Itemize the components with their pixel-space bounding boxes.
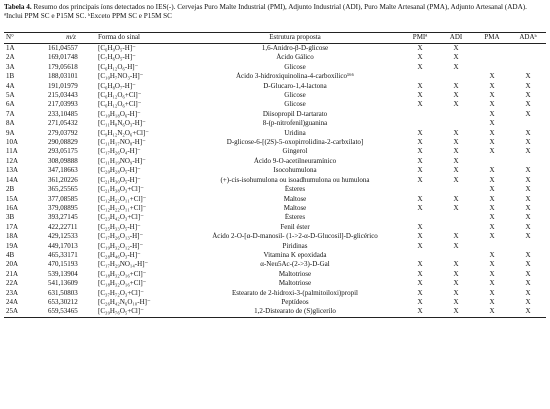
cell-pmi: X — [417, 269, 423, 278]
cell-form: [C₁₇H₂₉NO₁₄-H]⁻ — [98, 260, 149, 269]
cell-pma: X — [489, 72, 495, 81]
header-adi: ADI — [438, 33, 474, 44]
cell-structure: Ácido 2-O-[α-D-manosil- (1->2-α-D-Glucosil]-D-glicérico — [212, 232, 378, 241]
cell-mz: 465,33171 — [48, 250, 78, 259]
cell-no: 18A — [6, 232, 19, 241]
cell-no: 12A — [6, 156, 19, 165]
cell-ada: X — [525, 203, 531, 212]
cell-form: [C₃₉H₇₆O₅+Cl]⁻ — [96, 307, 188, 317]
cell-structure: Glicose — [284, 62, 306, 71]
cell-adi — [438, 185, 474, 194]
cell-pmi: X — [417, 166, 423, 175]
cell-form: [C₁₇H₂₆O₄-H]⁻ — [98, 147, 141, 156]
cell-no: 8A — [6, 119, 15, 128]
cell-structure: 1,6-Anidro-β-D-glicose — [261, 44, 329, 52]
cell-pma: X — [474, 307, 510, 317]
cell-structure: Peptídeos — [281, 297, 309, 306]
cell-mz: 429,12533 — [48, 232, 78, 241]
cell-ada: X — [525, 166, 531, 175]
table-row — [4, 223, 546, 232]
cell-ada — [510, 242, 546, 251]
cell-form: [C₁₈H₃₂O₁₆+Cl]⁻ — [98, 269, 147, 278]
cell-form: [C₁₀H₇NO₃-H]⁻ — [98, 72, 144, 81]
cell-adi: X — [453, 232, 459, 241]
cell-mz: 449,17013 — [48, 241, 78, 250]
cell-form: [C₂₈H₄₆O₃-H]⁻ — [98, 250, 141, 259]
cell-form: [C₆H₈O₇-H]⁻ — [98, 81, 136, 90]
cell-pmi: X — [417, 241, 423, 250]
cell-pma: X — [489, 232, 495, 241]
table-row — [4, 307, 546, 317]
cell-ada: X — [525, 288, 531, 297]
cell-structure: Diisopropil D-tartarato — [262, 109, 328, 118]
cell-no: 13A — [6, 166, 19, 175]
cell-adi: X — [453, 269, 459, 278]
cell-mz: 470,15193 — [48, 260, 78, 269]
cell-mz: 271,05432 — [48, 119, 78, 128]
cell-structure: Maltotriose — [278, 279, 312, 288]
table-row — [4, 195, 546, 204]
cell-ada: X — [525, 109, 531, 118]
cell-adi — [438, 72, 474, 81]
header-pmi: PMIª — [402, 33, 438, 44]
cell-pmi: X — [417, 138, 423, 147]
cell-form: [C₂₁H₃₈O₃+Cl]⁻ — [98, 185, 144, 194]
cell-pmi — [402, 110, 438, 119]
cell-ada: X — [525, 297, 531, 306]
header-form: Forma do sinal — [96, 33, 188, 44]
cell-mz: 233,10485 — [48, 109, 78, 118]
table-row — [4, 204, 546, 213]
cell-form: [C₉H₁₂N₂O₆+Cl]⁻ — [98, 128, 149, 137]
cell-pma: X — [489, 138, 495, 147]
table-row — [4, 242, 546, 251]
cell-pma — [474, 44, 510, 54]
cell-adi: X — [453, 53, 459, 62]
cell-pmi — [402, 251, 438, 260]
cell-mz: 308,09888 — [48, 156, 78, 165]
table-row — [4, 298, 546, 307]
cell-pmi: X — [417, 297, 423, 306]
cell-adi — [438, 110, 474, 119]
cell-mz: 361,20226 — [48, 175, 78, 184]
cell-mz: 365,25565 — [48, 185, 78, 194]
table-header-row — [4, 33, 546, 44]
cell-ada: X — [525, 100, 531, 109]
table-row — [4, 260, 546, 269]
cell-structure: Isocohumulona — [273, 166, 317, 175]
cell-ada: X — [525, 194, 531, 203]
cell-pmi: X — [417, 194, 423, 203]
cell-mz: 293,05175 — [48, 147, 78, 156]
cell-structure: Maltotriose — [278, 269, 312, 278]
cell-pmi: X — [417, 147, 423, 156]
cell-pma — [474, 157, 510, 166]
cell-structure: (+)-cis-isohumulona ou isoadhumulona ou humulona — [220, 175, 370, 184]
cell-pma: X — [489, 81, 495, 90]
cell-ada — [510, 44, 546, 54]
cell-structure: Estearato de 2-hidroxi-3-(palmitoiloxi)propil — [232, 288, 358, 297]
cell-pma: X — [489, 279, 495, 288]
cell-pma: X — [489, 147, 495, 156]
cell-form: [C₇H₆O₅-H]⁻ — [98, 53, 136, 62]
cell-mz: 188,03101 — [48, 72, 78, 81]
cell-form: [C₂₅H₃₃O₅-H]⁻ — [98, 222, 141, 231]
cell-pma: X — [489, 185, 495, 194]
cell-no: 22A — [6, 279, 19, 288]
table-row — [4, 147, 546, 156]
table-row — [4, 185, 546, 194]
cell-pma — [474, 63, 510, 72]
cell-ada — [510, 119, 546, 128]
cell-no: 16A — [6, 203, 19, 212]
cell-pma: X — [489, 260, 495, 269]
table-row — [4, 279, 546, 288]
cell-adi: X — [453, 297, 459, 306]
cell-structure: α-Neu5Ac-(2->3)-D-Gal — [260, 260, 330, 269]
table-row — [4, 138, 546, 147]
cell-ada — [510, 53, 546, 62]
cell-form: [C₂₃H₄₂O₃+Cl]⁻ — [98, 213, 144, 222]
table-row — [4, 289, 546, 298]
cell-structure: Ácido Gálico — [276, 53, 314, 62]
table-row — [4, 176, 546, 185]
cell-mz: 541,13609 — [48, 279, 78, 288]
cell-ada: X — [525, 175, 531, 184]
table-row — [4, 100, 546, 109]
cell-mz: 379,08895 — [48, 203, 78, 212]
table-row — [4, 63, 546, 72]
cell-pma: X — [489, 175, 495, 184]
cell-adi: X — [453, 62, 459, 71]
cell-pmi: X — [417, 288, 423, 297]
cell-pmi: X — [417, 81, 423, 90]
cell-mz: 290,08829 — [48, 138, 78, 147]
cell-form: [C₆H₁₂O₆+Cl]⁻ — [98, 100, 142, 109]
cell-pmi: X — [402, 307, 438, 317]
cell-ada: X — [525, 269, 531, 278]
cell-adi: X — [453, 194, 459, 203]
cell-ada: X — [525, 222, 531, 231]
cell-form: [C₂₀H₂₈O₅-H]⁻ — [98, 166, 141, 175]
ions-table — [4, 32, 546, 318]
cell-pmi — [402, 119, 438, 128]
cell-pma: X — [489, 213, 495, 222]
header-mz: m/z — [42, 33, 96, 44]
cell-structure: Piridinas — [282, 241, 308, 250]
cell-mz: 631,50803 — [48, 288, 78, 297]
cell-ada — [510, 157, 546, 166]
cell-mz: 659,53465 — [42, 307, 96, 317]
cell-form: [C₁₀H₁₈O₆-H]⁻ — [98, 109, 141, 118]
cell-pma: X — [489, 203, 495, 212]
cell-pma: X — [489, 222, 495, 231]
cell-no: 11A — [6, 147, 18, 156]
cell-structure: Maltose — [283, 203, 307, 212]
cell-ada: X — [525, 147, 531, 156]
cell-pma: X — [489, 297, 495, 306]
table-row — [4, 53, 546, 62]
cell-adi: X — [453, 147, 459, 156]
cell-no: 20A — [6, 260, 19, 269]
cell-pmi: X — [417, 53, 423, 62]
cell-form: [C₃₇H₇₂O₃+Cl]⁻ — [98, 288, 144, 297]
cell-pma: X — [489, 194, 495, 203]
cell-adi: X — [438, 307, 474, 317]
cell-ada: X — [525, 91, 531, 100]
cell-adi: X — [453, 175, 459, 184]
cell-no: 24A — [6, 297, 19, 306]
cell-adi: X — [453, 260, 459, 269]
cell-ada: X — [525, 185, 531, 194]
cell-no: 6A — [6, 100, 15, 109]
cell-form: [C₁₂H₂₂O₁₁+Cl]⁻ — [98, 203, 147, 212]
cell-no: 5A — [6, 91, 15, 100]
cell-no: 17A — [6, 222, 19, 231]
cell-structure: D-glicose-6-[(2S)-5-oxopirrolidina-2-carbxilato] — [226, 138, 364, 147]
cell-mz: 653,30212 — [48, 297, 78, 306]
cell-form: [C₁₇H₂₆O₁₃-H]⁻ — [98, 232, 144, 241]
cell-structure: Gingerol — [282, 147, 308, 156]
cell-structure: Ácido 9-O-acetilneuramínico — [253, 156, 337, 165]
cell-pmi: X — [417, 62, 423, 71]
cell-pmi: X — [417, 260, 423, 269]
cell-no: 2B — [6, 185, 15, 194]
cell-no: 10A — [6, 138, 19, 147]
cell-structure: Glicose — [284, 100, 306, 109]
cell-no: 21A — [6, 269, 19, 278]
cell-pma: X — [489, 128, 495, 137]
table-row — [4, 129, 546, 138]
cell-structure: Ésteres — [284, 185, 306, 194]
cell-no: 1B — [6, 72, 15, 81]
table-row — [4, 270, 546, 279]
cell-no: 7A — [6, 109, 15, 118]
cell-ada — [510, 63, 546, 72]
cell-pma: X — [489, 91, 495, 100]
cell-mz: 161,04557 — [48, 44, 78, 52]
cell-pmi: X — [417, 91, 423, 100]
cell-pma — [474, 53, 510, 62]
cell-structure: Fenil éster — [280, 222, 310, 231]
cell-adi: X — [453, 81, 459, 90]
cell-adi — [438, 119, 474, 128]
cell-adi: X — [453, 166, 459, 175]
cell-pmi: X — [417, 156, 423, 165]
cell-mz: 191,01979 — [48, 81, 78, 90]
cell-adi — [438, 251, 474, 260]
cell-no: 1A — [6, 44, 15, 52]
cell-structure: Ésteres — [284, 213, 306, 222]
cell-pma: X — [489, 109, 495, 118]
header-no: N° — [4, 33, 42, 44]
cell-form: [C₆H₁₂O₆+Cl]⁻ — [98, 91, 142, 100]
cell-form: [C₂₁H₃₀O₅-H]⁻ — [98, 175, 141, 184]
cell-adi: X — [453, 91, 459, 100]
cell-pmi: X — [417, 222, 423, 231]
cell-mz: 347,18663 — [48, 166, 78, 175]
cell-pma: X — [489, 100, 495, 109]
cell-pmi: X — [417, 203, 423, 212]
cell-ada: X — [525, 81, 531, 90]
cell-form: [C₁₁H₁₇NO₈-H]⁻ — [98, 138, 146, 147]
cell-ada: X — [525, 232, 531, 241]
table-row — [4, 213, 546, 222]
cell-mz: 422,22711 — [48, 222, 78, 231]
cell-adi: X — [453, 138, 459, 147]
table-row — [4, 119, 546, 128]
table-row — [4, 110, 546, 119]
cell-pmi: X — [417, 128, 423, 137]
cell-pma: X — [489, 269, 495, 278]
header-pma: PMA — [474, 33, 510, 44]
cell-no: 2A — [6, 53, 15, 62]
cell-structure: D-Glucaro-1,4-lactona — [263, 81, 327, 90]
cell-adi — [438, 223, 474, 232]
cell-form: [C₁₂H₂₂O₁₁+Cl]⁻ — [98, 194, 147, 203]
cell-ada: X — [525, 213, 531, 222]
table-row — [4, 232, 546, 241]
cell-mz: 377,08585 — [48, 194, 78, 203]
cell-adi: X — [453, 241, 459, 250]
cell-mz: 217,03993 — [48, 100, 78, 109]
cell-pma: X — [489, 119, 495, 128]
cell-mz: 215,03443 — [48, 91, 78, 100]
cell-pmi — [402, 185, 438, 194]
cell-structure: Vitamina K epoxidada — [263, 250, 327, 259]
cell-adi: X — [453, 100, 459, 109]
cell-no: 19A — [6, 241, 19, 250]
cell-form: [C₁₉H₃₂O₁₂-H]⁻ — [98, 241, 144, 250]
cell-adi: X — [453, 128, 459, 137]
cell-structure: Glicose — [284, 91, 306, 100]
cell-adi: X — [453, 44, 459, 52]
cell-pmi: X — [417, 175, 423, 184]
cell-no: 3B — [6, 213, 15, 222]
cell-adi: X — [453, 156, 459, 165]
cell-no: 3A — [6, 62, 15, 71]
cell-ada: X — [510, 307, 546, 317]
cell-no: 9A — [6, 128, 15, 137]
cell-pmi — [402, 213, 438, 222]
cell-mz: 393,27145 — [48, 213, 78, 222]
cell-ada: X — [525, 250, 531, 259]
cell-structure: Ácido 3-hidroxiquinolina-4-carboxílico¹⁶⁶ — [236, 72, 354, 81]
cell-no: 15A — [6, 194, 19, 203]
cell-no: 14A — [6, 175, 19, 184]
cell-no: 4B — [6, 250, 15, 259]
cell-form: [C₁₁H₁₉NO₉-H]⁻ — [98, 156, 146, 165]
cell-form: [C₆H₁₂O₆-H]⁻ — [98, 62, 139, 71]
table-row — [4, 157, 546, 166]
cell-no: 23A — [6, 288, 19, 297]
cell-pmi: X — [417, 44, 423, 52]
cell-form: [C₆H₉O₅-H]⁻ — [98, 44, 136, 52]
cell-structure: Maltose — [283, 194, 307, 203]
cell-ada: X — [525, 279, 531, 288]
cell-adi: X — [453, 279, 459, 288]
table-row — [4, 72, 546, 81]
cell-form: [C₂₆H₄₂N₆O₁₀-H]⁻ — [98, 297, 151, 306]
cell-ada: X — [525, 72, 531, 81]
table-row — [4, 82, 546, 91]
cell-form: [C₁₈H₃₂O₁₆+Cl]⁻ — [98, 279, 147, 288]
header-ada: ADAᵇ — [510, 33, 546, 44]
table-row — [4, 91, 546, 100]
cell-structure: 1,2-Distearato de (S)glicerilo — [188, 307, 402, 317]
cell-ada: X — [525, 260, 531, 269]
cell-adi: X — [453, 288, 459, 297]
cell-pma: X — [489, 166, 495, 175]
cell-structure: Uridina — [284, 128, 306, 137]
cell-form: [C₁₁H₈N₆O₃-H]⁻ — [98, 119, 146, 128]
cell-pmi: X — [417, 279, 423, 288]
cell-pma: X — [489, 288, 495, 297]
cell-pma — [474, 242, 510, 251]
cell-ada: X — [525, 128, 531, 137]
cell-adi — [438, 213, 474, 222]
caption-text: Resumo dos principais íons detectados no IES(-). Cervejas Puro Malte Industrial (PMI), Adjunto Industrial (ADI), Puro Malte Artesanal (PMA), Adjunto Artesanal (ADA). ªInclui PPM SC e P15M SC. ᵇExceto PPM SC e P15M SC — [4, 3, 527, 21]
cell-ada: X — [525, 138, 531, 147]
cell-mz: 179,05618 — [48, 62, 78, 71]
cell-structure: 8-(p-nitrofenil)guanina — [262, 119, 328, 128]
cell-mz: 169,01748 — [48, 53, 78, 62]
caption-label: Tabela 4. — [4, 3, 32, 11]
cell-pmi: X — [417, 232, 423, 241]
cell-no: 25A — [4, 307, 42, 317]
table-body — [4, 44, 546, 318]
cell-pmi: X — [417, 100, 423, 109]
cell-mz: 279,03792 — [48, 128, 78, 137]
table-row — [4, 251, 546, 260]
cell-pma: X — [489, 250, 495, 259]
cell-mz: 539,13904 — [48, 269, 78, 278]
cell-adi: X — [453, 203, 459, 212]
cell-pmi — [402, 72, 438, 81]
header-structure: Estrutura proposta — [188, 33, 402, 44]
table-row — [4, 166, 546, 175]
cell-no: 4A — [6, 81, 15, 90]
table-row — [4, 44, 546, 54]
table-caption — [4, 3, 544, 22]
